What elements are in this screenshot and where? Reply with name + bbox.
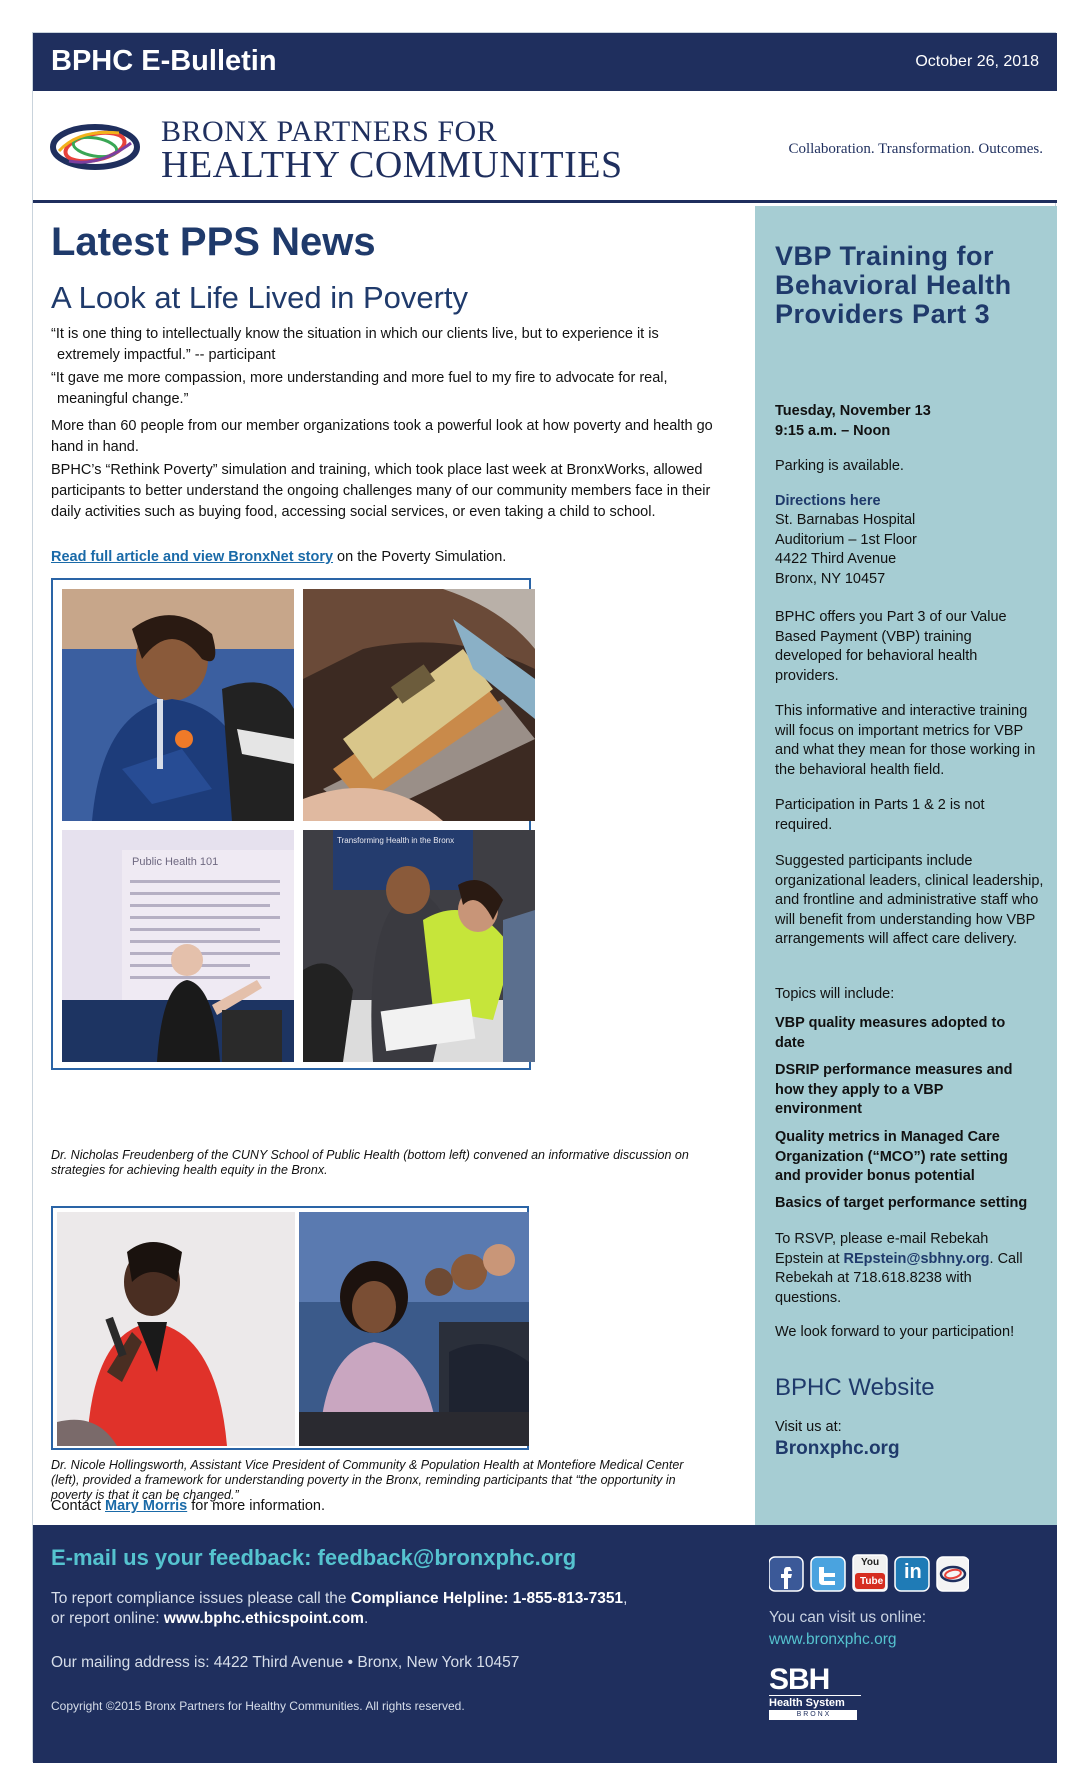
event-desc-4: Suggested participants include organizational leaders, clinical leadership, and frontline and administrative staff who will benefit from understanding how VBP arrangements will affect care delivery.: [775, 853, 1044, 947]
compliance-helpline: Compliance Helpline: 1-855-813-7351: [350, 1590, 624, 1607]
audience-photo-image: [299, 1212, 529, 1446]
facebook-icon[interactable]: [769, 1557, 803, 1591]
address-line-3: 4422 Third Avenue: [775, 551, 897, 567]
article-paragraph-2: BPHC’s “Rethink Poverty” simulation and training, which took place last week at BronxWorks, allowed participants to better understand the ongoing challenges many of our community members face in their daily activities such as buying food, accessing social services, or even taking a child to school.: [51, 462, 711, 520]
copyright: Copyright ©2015 Bronx Partners for Healthy Communities. All rights reserved.: [51, 1699, 465, 1713]
sbh-health-system: Health System: [769, 1695, 861, 1710]
section-heading: Latest PPS News: [51, 220, 376, 264]
mary-morris-link[interactable]: Mary Morris: [105, 1498, 188, 1514]
read-more-line: [51, 547, 741, 568]
event-title: VBP Training for Behavioral Health Providers Part 3: [775, 241, 1012, 329]
bulletin-title: BPHC E-Bulletin: [51, 45, 277, 77]
address-line-1: St. Barnabas Hospital: [775, 512, 916, 528]
contact-pre: Contact: [51, 1498, 105, 1514]
compliance-mid: ,: [623, 1590, 628, 1607]
quote-1-line-a: “It is one thing to intellectually know the situation in which our clients live, but to experience it is: [51, 326, 659, 342]
photo-cards-in-hand: [303, 589, 535, 821]
photo-grid-1: [51, 578, 531, 1070]
speaker-photo-image: [57, 1212, 295, 1446]
address-line-4: Bronx, NY 10457: [775, 571, 886, 587]
website-heading: BPHC Website: [775, 1374, 935, 1401]
bphc-logo-icon: [49, 121, 141, 173]
topic-item-2: DSRIP performance measures and how they apply to a VBP environment: [775, 1062, 1013, 1117]
event-time: 9:15 a.m. – Noon: [775, 423, 891, 439]
topic-item-1: VBP quality measures adopted to date: [775, 1015, 1006, 1051]
org-name-line1: BRONX PARTNERS FOR: [161, 115, 498, 148]
read-more-rest: on the Poverty Simulation.: [333, 549, 507, 565]
rsvp-post: . Call Rebekah at 718.618.8238 with questions.: [775, 1250, 1023, 1306]
participant-photo-image: [62, 589, 294, 821]
quote-2: [51, 368, 741, 410]
sbh-logo-text: SBH: [769, 1663, 830, 1696]
sbh-logo: [769, 1665, 861, 1725]
newsletter-page: [32, 32, 1056, 1762]
rsvp-pre: To RSVP, please e-mail Rebekah Epstein at: [775, 1231, 989, 1267]
photo-grid-2: [51, 1206, 529, 1450]
event-desc-1: BPHC offers you Part 3 of our Value Based Payment (VBP) training developed for behavioral health providers.: [775, 609, 1007, 684]
sbh-bronx: B R O N X: [769, 1710, 857, 1720]
header-bar: [33, 33, 1057, 91]
ethicspoint-link[interactable]: www.bphc.ethicspoint.com: [163, 1610, 364, 1627]
slide-title: Public Health 101: [132, 856, 219, 868]
photo-audience: [299, 1212, 529, 1446]
compliance-line: [51, 1589, 627, 1609]
org-name-line2: HEALTHY COMMUNITIES: [161, 144, 623, 186]
linkedin-in: in: [904, 1561, 922, 1583]
visit-online-label: You can visit us online:: [769, 1609, 927, 1626]
banner-text: Transforming Health in the Bronx: [337, 836, 455, 845]
event-desc-3: Participation in Parts 1 & 2 is not required.: [775, 797, 985, 833]
website-link[interactable]: Bronxphc.org: [775, 1438, 900, 1459]
quote-2-line-b: meaningful change.”: [57, 391, 189, 407]
tagline: Collaboration. Transformation. Outcomes.: [788, 141, 1043, 157]
contact-line: [51, 1496, 741, 1517]
topic-item-4: Basics of target performance setting: [775, 1195, 1028, 1211]
bphc-social-icon[interactable]: [937, 1557, 969, 1591]
directions-link[interactable]: Directions here: [775, 493, 881, 509]
event-desc-2: This informative and interactive training will focus on important metrics for VBP and what they mean for those working in the behavioral health field.: [775, 703, 1036, 778]
cards-photo-image: [303, 589, 535, 821]
photo-caption-2: Dr. Nicole Hollingsworth, Assistant Vice President of Community & Population Health at Montefiore Medical Center (left), provided a framework for understanding poverty in the Bronx, reminding participants that “the opportunity in poverty is that it can be changed.”: [51, 1458, 684, 1502]
social-icons: [769, 1553, 969, 1593]
twitter-icon[interactable]: [811, 1557, 845, 1591]
photo-presenter: [62, 830, 294, 1062]
footer: [33, 1525, 1057, 1763]
bulletin-date: October 26, 2018: [915, 53, 1039, 70]
writing-photo-image: [303, 830, 535, 1062]
main-column: [33, 206, 755, 1525]
topics-intro: Topics will include:: [775, 986, 895, 1002]
sidebar: [755, 206, 1057, 1525]
rsvp-text: [775, 1230, 1025, 1308]
event-date: Tuesday, November 13: [775, 403, 931, 419]
article-title: A Look at Life Lived in Poverty: [51, 280, 469, 315]
report-post: .: [363, 1610, 369, 1627]
report-pre: or report online:: [51, 1610, 164, 1627]
compliance-pre: To report compliance issues please call the: [51, 1590, 351, 1607]
address-line-2: Auditorium – 1st Floor: [775, 532, 917, 548]
contact-post: for more information.: [187, 1498, 326, 1514]
photo-speaker-microphone: [57, 1212, 295, 1446]
photo-caption-1: Dr. Nicholas Freudenberg of the CUNY School of Public Health (bottom left) convened an informative discussion on strategies for achieving health equity in the Bronx.: [51, 1148, 689, 1177]
brand-banner: [33, 91, 1057, 203]
rsvp-email-link[interactable]: REpstein@sbhny.org: [843, 1250, 990, 1267]
youtube-tube: Tube: [860, 1576, 884, 1587]
bronxphc-link[interactable]: www.bronxphc.org: [769, 1631, 897, 1648]
feedback-email[interactable]: E-mail us your feedback: feedback@bronxphc.org: [51, 1545, 577, 1570]
article-paragraph-1: More than 60 people from our member organizations took a powerful look at how poverty and health go hand in hand.: [51, 418, 713, 455]
youtube-you: You: [861, 1557, 880, 1568]
topic-item-3: Quality metrics in Managed Care Organization (“MCO”) rate setting and provider bonus potential: [775, 1129, 1008, 1184]
report-line: [51, 1609, 368, 1629]
photo-participant-orange: [62, 589, 294, 821]
quote-2-line-a: “It gave me more compassion, more understanding and more fuel to my fire to advocate for real,: [51, 370, 668, 386]
photo-participants-writing: [303, 830, 535, 1062]
read-full-article-link[interactable]: Read full article and view BronxNet story: [51, 549, 334, 565]
quote-1-line-b: extremely impactful.” -- participant: [57, 347, 276, 363]
mailing-address: Our mailing address is: 4422 Third Avenue • Bronx, New York 10457: [51, 1654, 520, 1671]
visit-label: Visit us at:: [775, 1419, 842, 1435]
parking-note: Parking is available.: [775, 458, 904, 474]
quote-1: [51, 324, 741, 366]
closing-note: We look forward to your participation!: [775, 1324, 1015, 1340]
